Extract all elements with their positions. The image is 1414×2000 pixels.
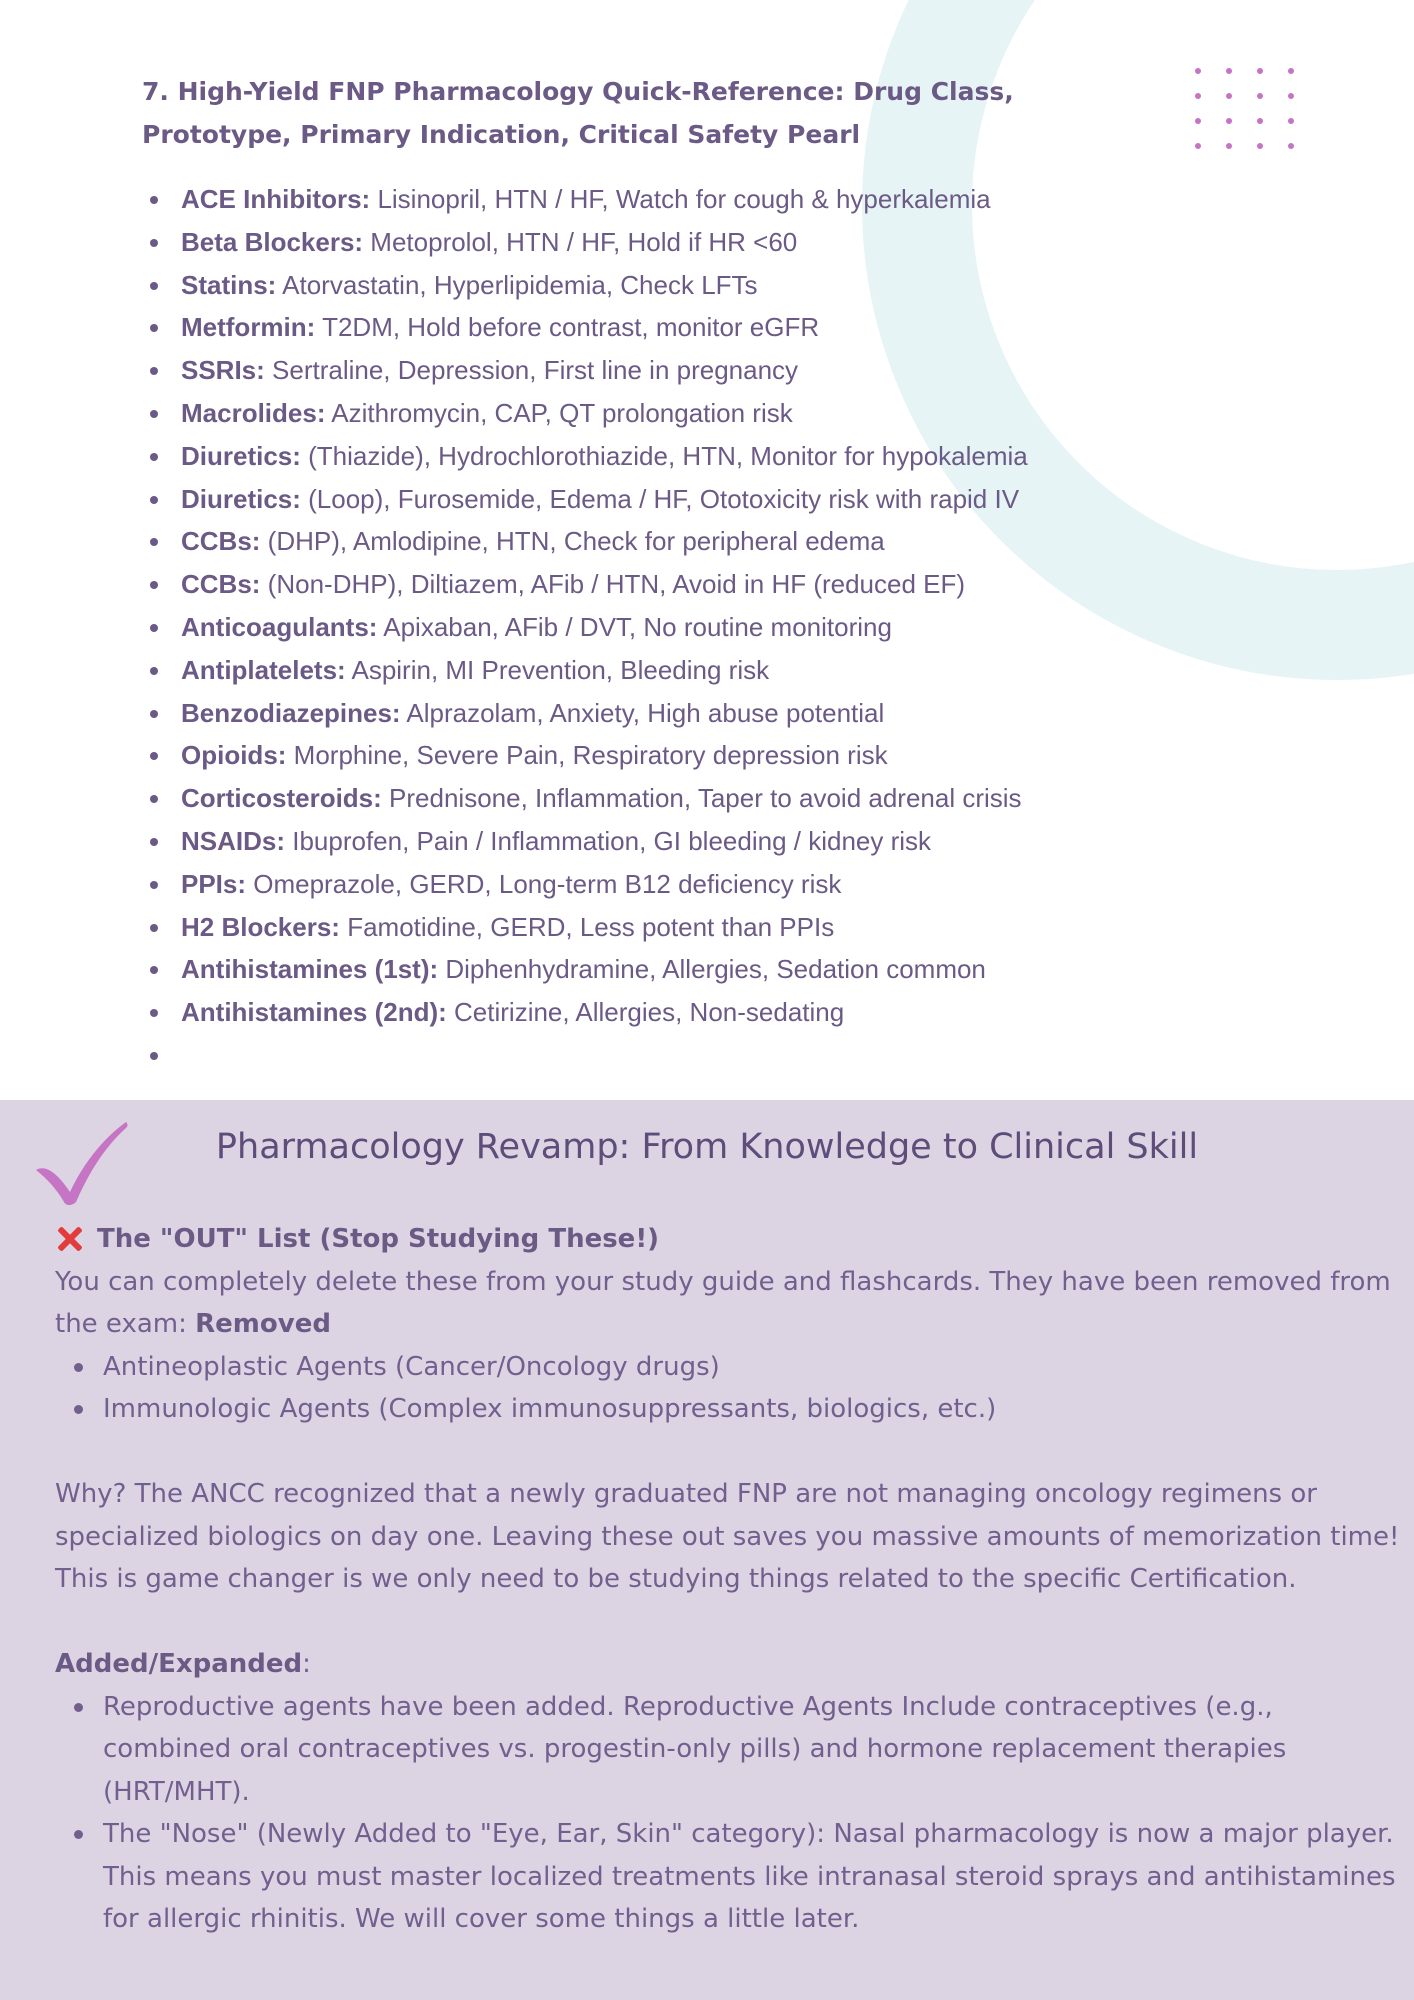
list-item: Corticosteroids: Prednisone, Inflammation, Taper to avoid adrenal crisis bbox=[142, 777, 1142, 820]
list-item: NSAIDs: Ibuprofen, Pain / Inflammation, GI bleeding / kidney risk bbox=[142, 820, 1142, 863]
revamp-content bbox=[55, 1218, 1405, 1941]
list-item: The "Nose" (Newly Added to "Eye, Ear, Skin" category): Nasal pharmacology is now a major player. This means you must master localized treatments like intranasal steroid sprays and antihistamines for allergic rhinitis. We will cover some things a little later. bbox=[55, 1813, 1405, 1941]
removed-label: Removed bbox=[195, 1309, 331, 1339]
list-item: Metformin: T2DM, Hold before contrast, monitor eGFR bbox=[142, 306, 1142, 349]
list-item: CCBs: (DHP), Amlodipine, HTN, Check for peripheral edema bbox=[142, 520, 1142, 563]
list-item: Opioids: Morphine, Severe Pain, Respiratory depression risk bbox=[142, 734, 1142, 777]
list-item: Antihistamines (2nd): Cetirizine, Allergies, Non-sedating bbox=[142, 991, 1142, 1034]
cross-mark-icon bbox=[55, 1224, 85, 1254]
added-heading: Added/Expanded: bbox=[55, 1649, 311, 1679]
list-item: SSRIs: Sertraline, Depression, First line in pregnancy bbox=[142, 349, 1142, 392]
out-intro: You can completely delete these from your study guide and flashcards. They have been removed from the exam: Removed bbox=[55, 1266, 1391, 1339]
list-item-empty bbox=[142, 1034, 1142, 1077]
list-item: Antihistamines (1st): Diphenhydramine, Allergies, Sedation common bbox=[142, 948, 1142, 991]
revamp-panel bbox=[0, 1100, 1414, 2000]
list-item: Macrolides: Azithromycin, CAP, QT prolongation risk bbox=[142, 392, 1142, 435]
list-item: Beta Blockers: Metoprolol, HTN / HF, Hold if HR <60 bbox=[142, 221, 1142, 264]
out-list-heading-text: The "OUT" List (Stop Studying These!) bbox=[97, 1224, 660, 1254]
why-paragraph: Why? The ANCC recognized that a newly graduated FNP are not managing oncology regimens or specialized biologics on day one. Leaving these out saves you massive amounts of memorization time! This is game changer is we only need to be studying things related to the specific Certification. bbox=[55, 1479, 1400, 1594]
revamp-title: Pharmacology Revamp: From Knowledge to Clinical Skill bbox=[215, 1127, 1199, 1167]
list-item: Immunologic Agents (Complex immunosuppressants, biologics, etc.) bbox=[55, 1388, 1405, 1431]
out-list bbox=[55, 1346, 1405, 1431]
list-item: CCBs: (Non-DHP), Diltiazem, AFib / HTN, Avoid in HF (reduced EF) bbox=[142, 563, 1142, 606]
list-item: Diuretics: (Thiazide), Hydrochlorothiazide, HTN, Monitor for hypokalemia bbox=[142, 435, 1142, 478]
list-item: Statins: Atorvastatin, Hyperlipidemia, Check LFTs bbox=[142, 264, 1142, 307]
list-item: Reproductive agents have been added. Reproductive Agents Include contraceptives (e.g., combined oral contraceptives vs. progestin-only pills) and hormone replacement therapies (HRT/MHT). bbox=[55, 1686, 1405, 1814]
section-heading: 7. High-Yield FNP Pharmacology Quick-Reference: Drug Class, Prototype, Primary Indication, Critical Safety Pearl bbox=[142, 77, 1014, 149]
decorative-dot-grid bbox=[1195, 68, 1294, 149]
out-list-heading bbox=[55, 1218, 1405, 1261]
added-list bbox=[55, 1686, 1405, 1941]
list-item: Anticoagulants: Apixaban, AFib / DVT, No routine monitoring bbox=[142, 606, 1142, 649]
list-item: ACE Inhibitors: Lisinopril, HTN / HF, Watch for cough & hyperkalemia bbox=[142, 178, 1142, 221]
list-item: H2 Blockers: Famotidine, GERD, Less potent than PPIs bbox=[142, 906, 1142, 949]
list-item: Antiplatelets: Aspirin, MI Prevention, Bleeding risk bbox=[142, 649, 1142, 692]
list-item: Diuretics: (Loop), Furosemide, Edema / HF, Ototoxicity risk with rapid IV bbox=[142, 478, 1142, 521]
drug-list bbox=[142, 178, 1142, 1077]
quick-reference-section bbox=[142, 70, 1142, 1077]
list-item: Benzodiazepines: Alprazolam, Anxiety, High abuse potential bbox=[142, 692, 1142, 735]
list-item: Antineoplastic Agents (Cancer/Oncology drugs) bbox=[55, 1346, 1405, 1389]
list-item: PPIs: Omeprazole, GERD, Long-term B12 deficiency risk bbox=[142, 863, 1142, 906]
